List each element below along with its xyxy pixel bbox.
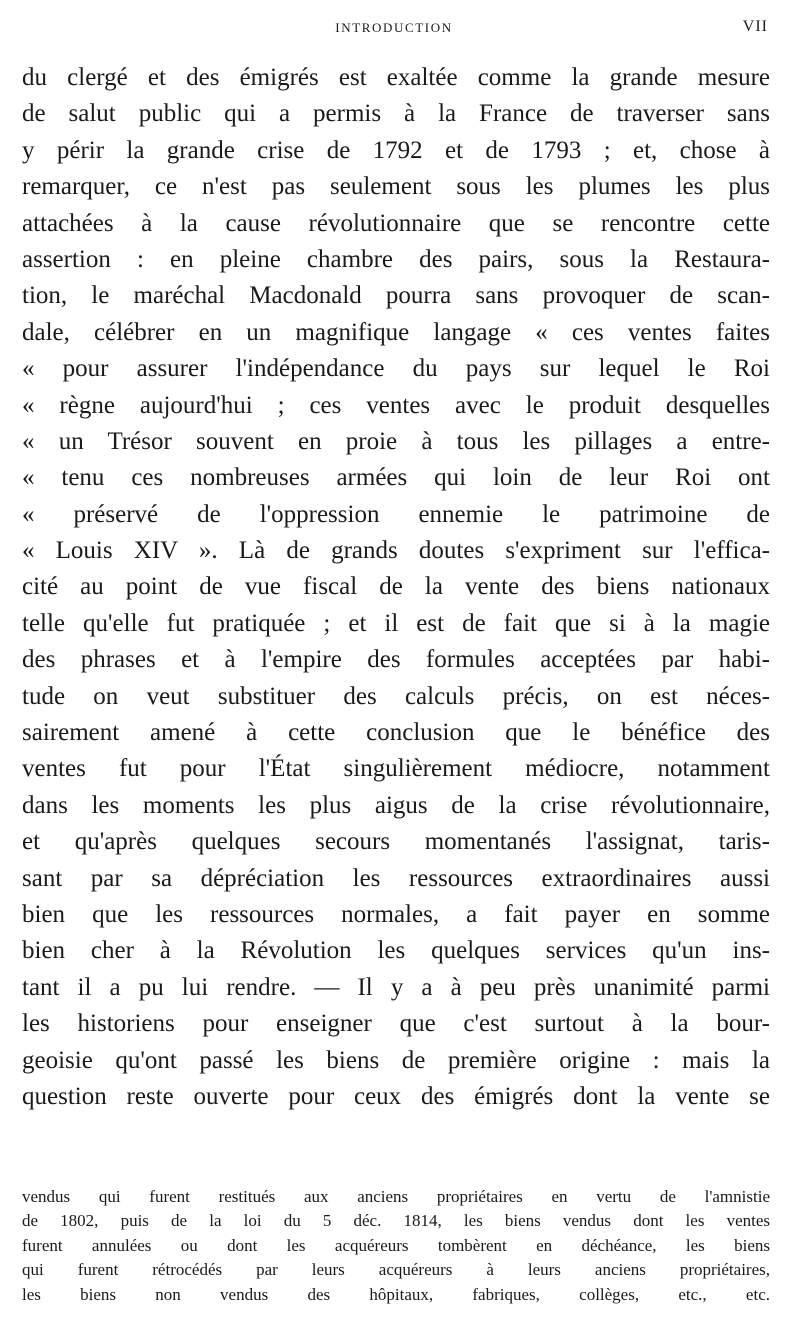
footnote-line: les biens non vendus des hôpitaux, fabriques, collèges, etc., etc. — [22, 1284, 770, 1304]
text-line: dale, célébrer en un magnifique langage « ces ventes faites — [22, 318, 770, 346]
text-line: « pour assurer l'indépendance du pays sur lequel le Roi — [22, 355, 770, 383]
footnote-line: vendus qui furent restitués aux anciens propriétaires en vertu de l'amnistie — [22, 1187, 770, 1206]
text-line: telle qu'elle fut pratiquée ; et il est de fait que si à la magie — [22, 609, 770, 637]
footnote-line: de 1802, puis de la loi du 5 déc. 1814, les biens vendus dont les ventes — [22, 1211, 770, 1231]
text-line: y périr la grande crise de 1792 et de 1793 ; et, chose à — [22, 136, 770, 164]
text-line: du clergé et des émigrés est exaltée comme la grande mesure — [22, 64, 770, 91]
text-line: assertion : en pleine chambre des pairs, sous la Restaura- — [22, 245, 770, 273]
page-number: VII — [742, 18, 768, 35]
text-line: attachées à la cause révolutionnaire que se rencontre cette — [22, 209, 770, 237]
text-line: cité au point de vue fiscal de la vente des biens nationaux — [22, 573, 770, 601]
text-line: dans les moments les plus aigus de la crise révolutionnaire, — [22, 791, 770, 819]
text-line: tion, le maréchal Macdonald pourra sans provoquer de scan- — [22, 282, 770, 310]
text-line: remarquer, ce n'est pas seulement sous les plumes les plus — [22, 173, 770, 201]
text-line: tude on veut substituer des calculs précis, on est néces- — [22, 682, 770, 710]
text-line: bien que les ressources normales, a fait payer en somme — [22, 900, 770, 928]
running-title: INTRODUCTION — [335, 20, 453, 35]
text-line: bien cher à la Révolution les quelques services qu'un ins- — [22, 937, 770, 965]
main-text — [22, 60, 770, 1115]
text-line: de salut public qui a permis à la France de traverser sans — [22, 100, 770, 128]
text-line: « tenu ces nombreuses armées qui loin de leur Roi ont — [22, 464, 770, 492]
text-line: sairement amené à cette conclusion que le bénéfice des — [22, 719, 770, 747]
footnote-line: furent annulées ou dont les acquéreurs tombèrent en déchéance, les biens — [22, 1235, 770, 1255]
text-line: geoisie qu'ont passé les biens de première origine : mais la — [22, 1046, 770, 1074]
text-line: « règne aujourd'hui ; ces ventes avec le produit desquelles — [22, 391, 770, 419]
text-line: « un Trésor souvent en proie à tous les pillages a entre- — [22, 427, 770, 455]
text-line: « préservé de l'oppression ennemie le patrimoine de — [22, 500, 770, 528]
page-header — [0, 14, 788, 44]
text-line: des phrases et à l'empire des formules acceptées par habi- — [22, 646, 770, 674]
text-line: sant par sa dépréciation les ressources extraordinaires aussi — [22, 864, 770, 892]
text-line: question reste ouverte pour ceux des émigrés dont la vente se — [22, 1082, 770, 1110]
text-line: et qu'après quelques secours momentanés l'assignat, taris- — [22, 828, 770, 856]
footnote-line: qui furent rétrocédés par leurs acquéreurs à leurs anciens propriétaires, — [22, 1260, 770, 1280]
text-line: les historiens pour enseigner que c'est surtout à la bour- — [22, 1010, 770, 1038]
text-line: « Louis XIV ». Là de grands doutes s'expriment sur l'effica- — [22, 537, 770, 565]
footnote — [22, 1185, 770, 1307]
text-line: tant il a pu lui rendre. — Il y a à peu près unanimité parmi — [22, 973, 770, 1001]
text-line: ventes fut pour l'État singulièrement médiocre, notamment — [22, 755, 770, 783]
